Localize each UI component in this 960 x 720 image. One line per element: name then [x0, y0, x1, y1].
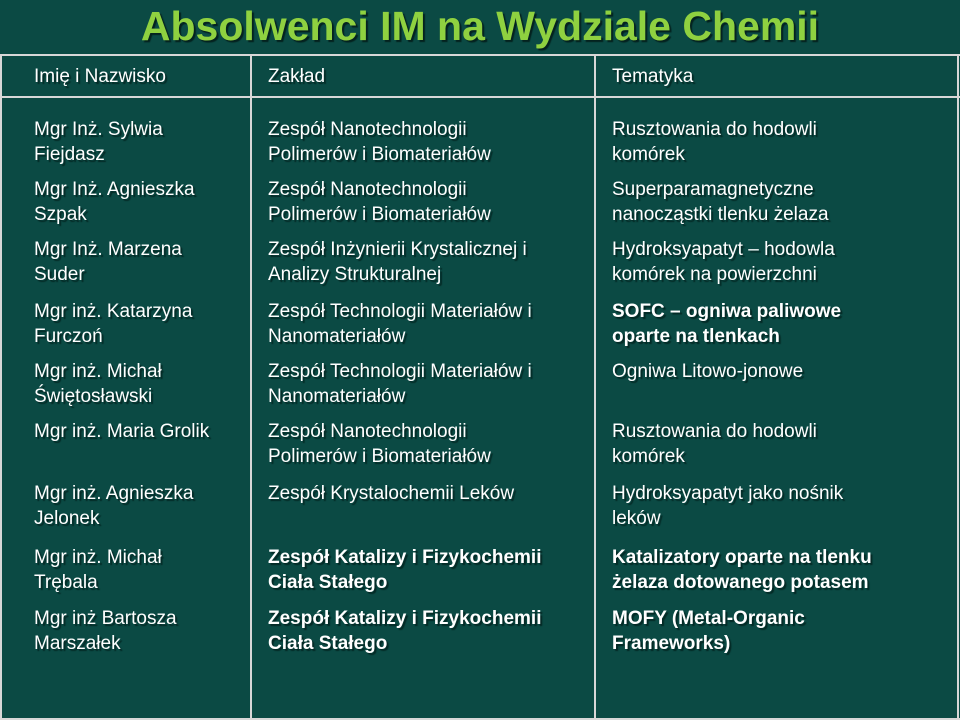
table-row-name: [34, 606, 177, 656]
name-line-2: Szpak: [34, 204, 87, 225]
table-row-name: [34, 117, 163, 167]
table-row-name: [34, 359, 162, 409]
topic-line-1: Hydroksyapatyt – hodowla: [612, 239, 835, 260]
topic-line-2: nanocząstki tlenku żelaza: [612, 204, 829, 225]
name-line-1: Mgr inż. Michał: [34, 547, 162, 568]
name-line-2: Marszałek: [34, 633, 121, 654]
table-row-topic: [612, 545, 872, 595]
unit-line-2: Polimerów i Biomateriałów: [268, 446, 491, 467]
column-header-name: Imię i Nazwisko: [34, 66, 166, 87]
name-line-1: Mgr inż. Katarzyna: [34, 301, 193, 322]
table-row-unit: [268, 419, 491, 469]
table-row-unit: [268, 545, 541, 595]
topic-line-2: komórek na powierzchni: [612, 264, 817, 285]
name-line-2: Furczoń: [34, 326, 103, 347]
column-divider-1: [250, 54, 252, 720]
table-row-name: [34, 177, 195, 227]
name-line-1: Mgr inż. Agnieszka: [34, 483, 194, 504]
unit-line-1: Zespół Katalizy i Fizykochemii: [268, 608, 542, 629]
table-row-topic: [612, 481, 843, 531]
name-line-1: Mgr Inż. Sylwia: [34, 119, 163, 140]
unit-line-2: Polimerów i Biomateriałów: [268, 144, 491, 165]
topic-line-2: leków: [612, 508, 661, 529]
unit-line-2: Nanomateriałów: [268, 326, 406, 347]
table-row-topic: [612, 419, 817, 469]
table-border-right: [957, 54, 959, 720]
table-border-left: [0, 54, 2, 720]
name-line-1: Mgr Inż. Marzena: [34, 239, 182, 260]
topic-line-1: Ogniwa Litowo-jonowe: [612, 361, 804, 382]
unit-line-2: Analizy Strukturalnej: [268, 264, 442, 285]
unit-line-1: Zespół Technologii Materiałów i: [268, 301, 532, 322]
table-row-unit: [268, 481, 514, 506]
table-row-name: [34, 481, 193, 531]
page-title: Absolwenci IM na Wydziale Chemii: [140, 3, 820, 49]
name-line-1: Mgr inż. Maria Grolik: [34, 421, 210, 442]
name-line-2: Fiejdasz: [34, 144, 105, 165]
table-row-topic: [612, 177, 829, 227]
table-row-unit: [268, 606, 541, 656]
topic-line-2: komórek: [612, 144, 685, 165]
name-line-1: Mgr inż Bartosza: [34, 608, 177, 629]
table-border-top: [0, 54, 960, 56]
unit-line-1: Zespół Nanotechnologii: [268, 119, 467, 140]
column-header-topic: Tematyka: [612, 66, 694, 87]
unit-line-2: Polimerów i Biomateriałów: [268, 204, 491, 225]
table-row-name: [34, 545, 162, 595]
unit-line-1: Zespół Inżynierii Krystalicznej i: [268, 239, 527, 260]
name-line-1: Mgr Inż. Agnieszka: [34, 179, 195, 200]
topic-line-1: MOFY (Metal-Organic: [612, 608, 805, 629]
table-row-unit: [268, 117, 491, 167]
table-row-unit: [268, 299, 532, 349]
table-row-unit: [268, 237, 527, 287]
table-row-topic: [612, 606, 805, 656]
header-divider: [0, 96, 960, 98]
unit-line-2: Ciała Stałego: [268, 633, 388, 654]
table-row-unit: [268, 177, 491, 227]
unit-line-1: Zespół Technologii Materiałów i: [268, 361, 532, 382]
topic-line-2: Frameworks): [612, 633, 731, 654]
name-line-2: Jelonek: [34, 508, 100, 529]
table-row-name: [34, 299, 192, 349]
unit-line-1: Zespół Nanotechnologii: [268, 179, 467, 200]
topic-line-2: żelaza dotowanego potasem: [612, 572, 869, 593]
graduates-table: [0, 54, 960, 720]
name-line-2: Trębala: [34, 572, 98, 593]
column-divider-2: [594, 54, 596, 720]
table-row-topic: [612, 117, 817, 167]
unit-line-2: Ciała Stałego: [268, 572, 388, 593]
topic-line-1: SOFC – ogniwa paliwowe: [612, 301, 842, 322]
topic-line-1: Rusztowania do hodowli: [612, 119, 817, 140]
table-row-topic: [612, 299, 841, 349]
topic-line-1: Rusztowania do hodowli: [612, 421, 817, 442]
column-header-unit: Zakład: [268, 66, 326, 87]
name-line-2: Świętosławski: [34, 386, 153, 407]
unit-line-2: Nanomateriałów: [268, 386, 406, 407]
topic-line-2: oparte na tlenkach: [612, 326, 780, 347]
name-line-1: Mgr inż. Michał: [34, 361, 162, 382]
table-row-topic: [612, 237, 835, 287]
topic-line-1: Katalizatory oparte na tlenku: [612, 547, 872, 568]
unit-line-1: Zespół Krystalochemii Leków: [268, 483, 515, 504]
unit-line-1: Zespół Katalizy i Fizykochemii: [268, 547, 542, 568]
table-row-name: [34, 237, 182, 287]
topic-line-1: Hydroksyapatyt jako nośnik: [612, 483, 844, 504]
name-line-2: Suder: [34, 264, 85, 285]
topic-line-2: komórek: [612, 446, 685, 467]
topic-line-1: Superparamagnetyczne: [612, 179, 814, 200]
table-row-unit: [268, 359, 532, 409]
unit-line-1: Zespół Nanotechnologii: [268, 421, 467, 442]
table-row-name: [34, 419, 209, 444]
table-row-topic: [612, 359, 803, 384]
